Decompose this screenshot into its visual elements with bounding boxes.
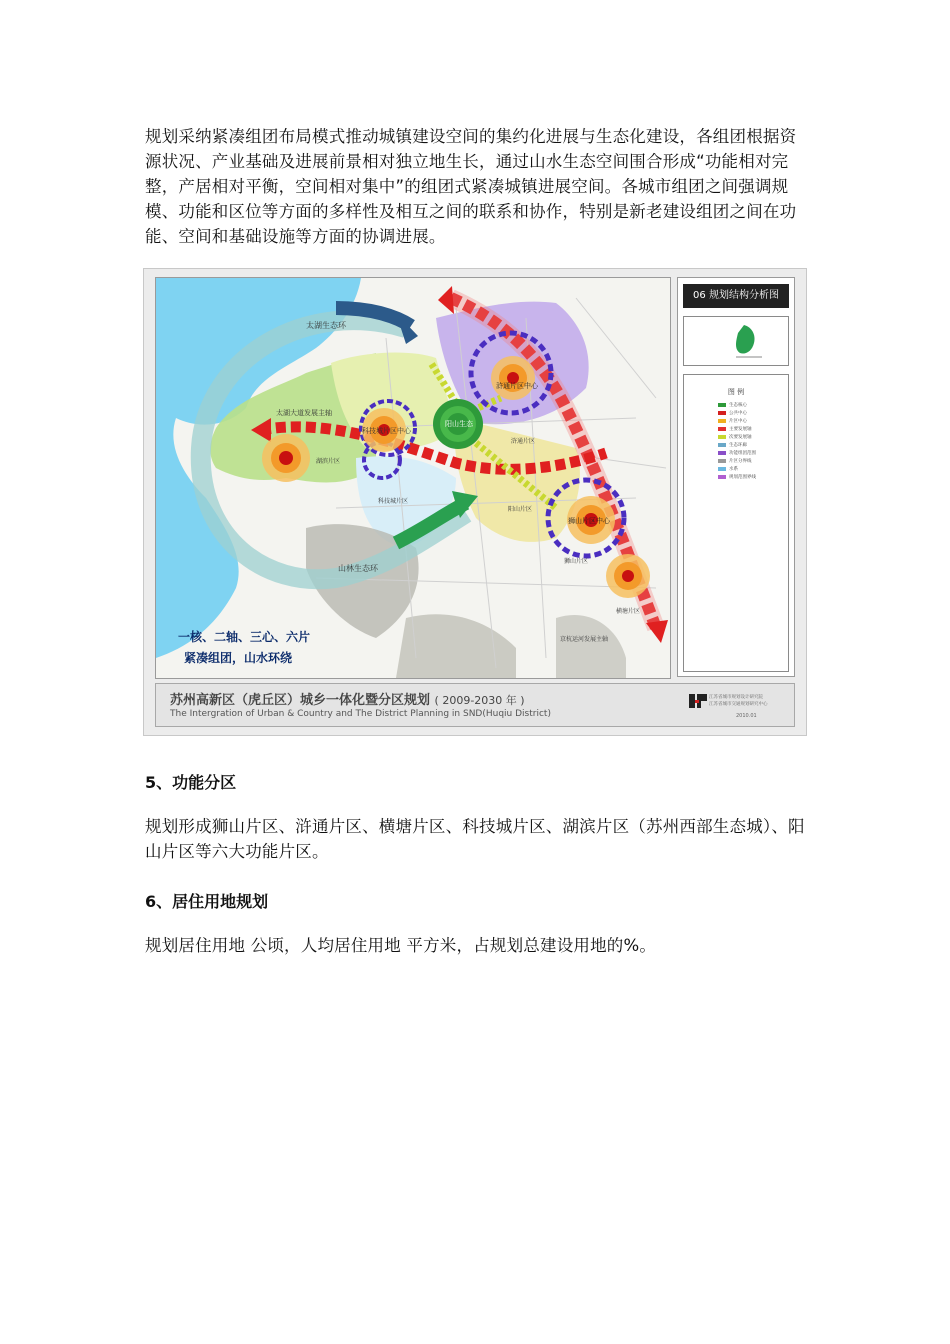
label-keji-center: 科技城片区中心: [362, 427, 411, 435]
legend-swatch: [718, 411, 726, 415]
legend-item: [718, 433, 788, 441]
legend-swatch: [718, 443, 726, 447]
section6-paragraph: 规划居住用地 公顷，人均居住用地 平方米，占规划总建设用地的%。: [145, 936, 657, 955]
legend-item: [718, 457, 788, 465]
legend-panel: [677, 277, 795, 677]
legend-label: 片区分界线: [729, 459, 752, 464]
section5-paragraph: 规划形成狮山片区、浒通片区、横塘片区、科技城片区、湖滨片区（苏州西部生态城）、阳山片区等六大功能片区。: [145, 817, 805, 861]
label-keji-area: 科技城片区: [378, 498, 409, 505]
section6-heading: 6、居住用地规划: [145, 892, 269, 911]
legend-label: 生态环廊: [729, 443, 747, 448]
footer-title: 苏州高新区（虎丘区）城乡一体化暨分区规划: [170, 693, 431, 708]
label-shishan-area: 狮山片区: [564, 558, 589, 565]
footer-years: ( 2009-2030 年 ): [434, 694, 525, 707]
structure-map: [155, 277, 671, 679]
legend-swatch: [718, 403, 726, 407]
legend-label: 规划范围界线: [729, 475, 756, 480]
legend-label: 主要发展轴: [729, 427, 752, 432]
legend-label: 片区中心: [729, 419, 747, 424]
label-xutong-area: 浒通片区: [511, 438, 536, 445]
planning-structure-figure: [143, 268, 807, 736]
legend-item: [718, 465, 788, 473]
legend-item: [718, 401, 788, 409]
legend-label: 次要发展轴: [729, 435, 752, 440]
legend-swatch: [718, 475, 726, 479]
legend-label: 功能组团范围: [729, 451, 756, 456]
label-jinghang-axis: 京杭运河发展主轴: [560, 636, 609, 643]
map-slogan-2: 紧凑组团，山水环绕: [184, 651, 293, 665]
logo-text-1: 江苏省城市规划设计研究院: [709, 695, 763, 700]
legend-item: [718, 449, 788, 457]
legend-item: [718, 417, 788, 425]
legend-item: [718, 441, 788, 449]
legend-box: [683, 374, 789, 672]
legend-label: 公共中心: [729, 411, 747, 416]
legend-swatch: [718, 427, 726, 431]
legend-swatch: [718, 435, 726, 439]
label-shanlin-ring: 山林生态环: [338, 564, 378, 573]
legend-swatch: [718, 459, 726, 463]
map-slogan-1: 一核、二轴、三心、六片: [178, 630, 311, 644]
legend-item: [718, 425, 788, 433]
legend-list: [684, 401, 788, 481]
panel-title: 06 规划结构分析图: [683, 284, 789, 308]
label-yangshan-area: 阳山片区: [508, 506, 533, 513]
footer-english: The Intergration of Urban & Country and The District Planning in SND(Huqiu District): [170, 709, 551, 719]
institute-logo-icon: [689, 692, 709, 710]
section5-heading: 5、功能分区: [145, 773, 237, 792]
label-hubin: 湖滨片区: [316, 458, 341, 465]
legend-swatch: [718, 467, 726, 471]
intro-paragraph: 规划采纳紧凑组团布局模式推动城镇建设空间的集约化进展与生态化建设，各组团根据资源状况、产业基础及进展前景相对独立地生长，通过山水生态空间围合形成“功能相对完整，产居相对平衡，空间相对集中”的组团式紧凑城镇进展空间。各城市组团之间强调规模、功能和区位等方面的多样性及相互之间的联系和协作，特别是新老建设组团之间在功能、空间和基础设施等方面的协调进展。: [145, 127, 797, 246]
legend-label: 水系: [729, 467, 738, 472]
label-xutong-center: 浒通片区中心: [496, 382, 538, 390]
label-shishan-center: 狮山片区中心: [568, 517, 610, 525]
legend-label: 生态核心: [729, 403, 747, 408]
figure-footer: [155, 683, 795, 727]
locator-shape-icon: [684, 317, 788, 365]
legend-title: 图 例: [727, 388, 745, 396]
footer-title-line: [170, 689, 525, 708]
logo-date: 2010.01: [736, 713, 757, 719]
legend-swatch: [718, 419, 726, 423]
label-taihu-axis: 太湖大道发展主轴: [276, 409, 332, 417]
label-yangshan-core: 阳山生态: [445, 420, 473, 428]
legend-item: [718, 409, 788, 417]
locator-map: [683, 316, 789, 366]
map-graphic: [156, 278, 670, 678]
logo-text-2: 江苏省城市交通规划研究中心: [709, 702, 768, 707]
legend-swatch: [718, 451, 726, 455]
label-hengtang-area: 横塘片区: [616, 608, 641, 615]
legend-item: [718, 473, 788, 481]
label-taihu-ring: 太湖生态环: [306, 321, 346, 330]
